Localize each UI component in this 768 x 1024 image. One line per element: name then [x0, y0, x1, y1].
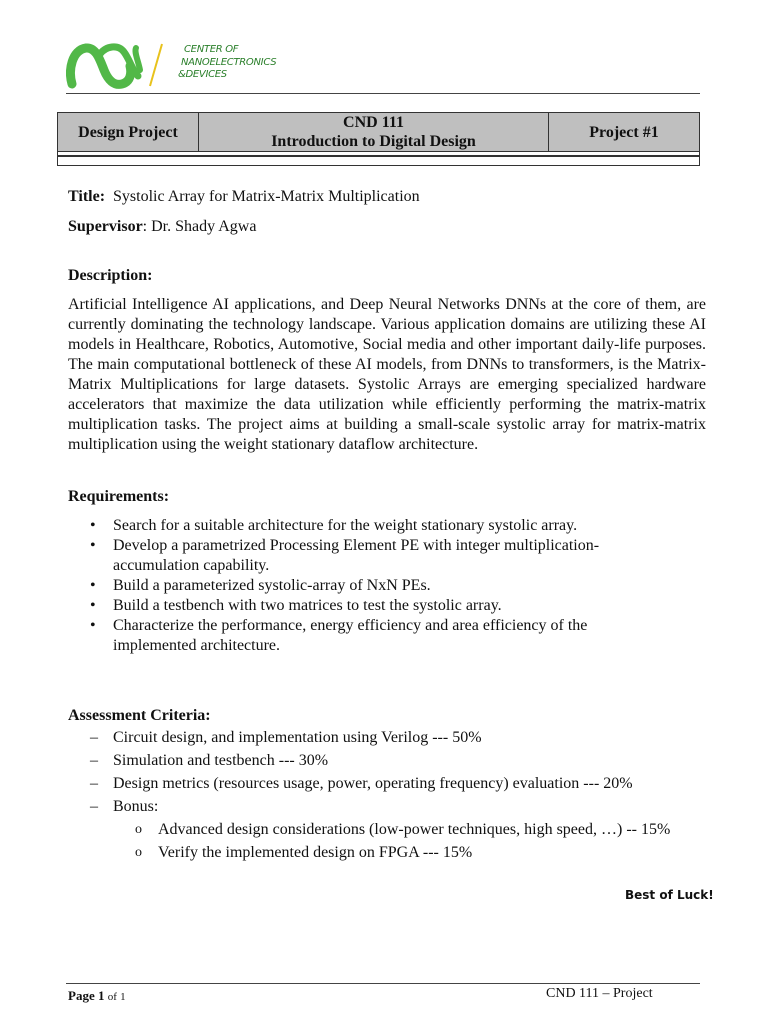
- logo-text: [178, 44, 276, 82]
- list-item: – Circuit design, and implementation using Verilog --- 50%: [90, 726, 670, 749]
- closing-text: Best of Luck!: [625, 888, 714, 902]
- dash: –: [90, 798, 98, 815]
- page-number: [68, 988, 126, 1004]
- logo-line-2: NANOELECTRONICS: [181, 56, 277, 68]
- list-item: – Design metrics (resources usage, power, operating frequency) evaluation --- 20%: [90, 772, 670, 795]
- list-item: • Search for a suitable architecture for the weight stationary systolic array.: [90, 517, 578, 534]
- bullet: •: [90, 617, 96, 634]
- cnd-logo-icon: [66, 40, 176, 92]
- header-cell-left: Design Project: [58, 113, 199, 151]
- supervisor-line: [68, 217, 256, 237]
- header-table: [57, 112, 700, 152]
- title-value: Systolic Array for Matrix-Matrix Multiplication: [113, 188, 420, 205]
- dash: –: [90, 752, 98, 769]
- logo-line-1: CENTER OF: [184, 44, 239, 55]
- bullet: •: [90, 577, 96, 594]
- footer-course: CND 111 – Project: [546, 986, 653, 1001]
- logo-line-3: &DEVICES: [178, 69, 227, 80]
- header-cell-course: [199, 113, 549, 151]
- header-rule: [66, 93, 700, 94]
- cnd-logo: [66, 40, 277, 92]
- list-item: • Develop a parametrized Processing Element PE with integer multiplication-accumulation capability.: [90, 537, 600, 574]
- bullet: •: [90, 537, 96, 554]
- supervisor-label: Supervisor: [68, 218, 143, 235]
- description-body: Artificial Intelligence AI applications, and Deep Neural Networks DNNs at the core of them, are currently dominating the technology landscape. Various application domains are utilizing these AI models in Healthcare, Robotics, Automotive, Social media and other important daily-life purposes. The main computational bottleneck of these AI models, from DNNs to transformers, is the Matrix-Matrix Multiplications for large datasets. Systolic Arrays are emerging specialized hardware accelerators that maximize the data utilization while efficiently performing the matrix-matrix multiplication tasks. The project aims at building a small-scale systolic array for matrix-matrix multiplication using the weight stationary dataflow architecture.: [68, 296, 706, 453]
- description-heading: Description:: [68, 267, 153, 284]
- bullet: •: [90, 597, 96, 614]
- bonus-item: o Verify the implemented design on FPGA --- 15%: [90, 841, 670, 864]
- list-item: • Characterize the performance, energy efficiency and area efficiency of the implemented architecture.: [90, 617, 588, 654]
- bonus-item: o Advanced design considerations (low-power techniques, high speed, …) -- 15%: [90, 818, 670, 841]
- list-item: – Simulation and testbench --- 30%: [90, 749, 670, 772]
- requirements-heading: Requirements:: [68, 488, 170, 505]
- dash: –: [90, 775, 98, 792]
- course-name: Introduction to Digital Design: [271, 133, 476, 150]
- page-of: of: [107, 991, 117, 1003]
- page-current: 1: [97, 988, 105, 1003]
- circle-bullet: o: [135, 845, 142, 860]
- title-label: Title:: [68, 188, 106, 205]
- supervisor-value: : Dr. Shady Agwa: [142, 218, 257, 235]
- page-label: Page: [68, 988, 95, 1003]
- list-item: • Build a parameterized systolic-array of NxN PEs.: [90, 577, 431, 594]
- dash: –: [90, 729, 98, 746]
- header-cell-project: Project #1: [589, 123, 659, 141]
- footer-rule: [66, 983, 700, 984]
- page-total: 1: [120, 991, 126, 1003]
- assessment-list: [90, 726, 670, 864]
- bullet: •: [90, 517, 96, 534]
- list-item: • Build a testbench with two matrices to test the systolic array.: [90, 597, 502, 614]
- title-line: [68, 187, 420, 207]
- course-code: CND 111: [343, 114, 404, 131]
- circle-bullet: o: [135, 822, 142, 837]
- assessment-heading: Assessment Criteria:: [68, 707, 211, 724]
- header-table-underline: [57, 152, 700, 166]
- list-item: – Bonus:: [90, 795, 670, 818]
- requirements-list: [90, 516, 650, 656]
- header-table-inner-rule: [58, 155, 699, 157]
